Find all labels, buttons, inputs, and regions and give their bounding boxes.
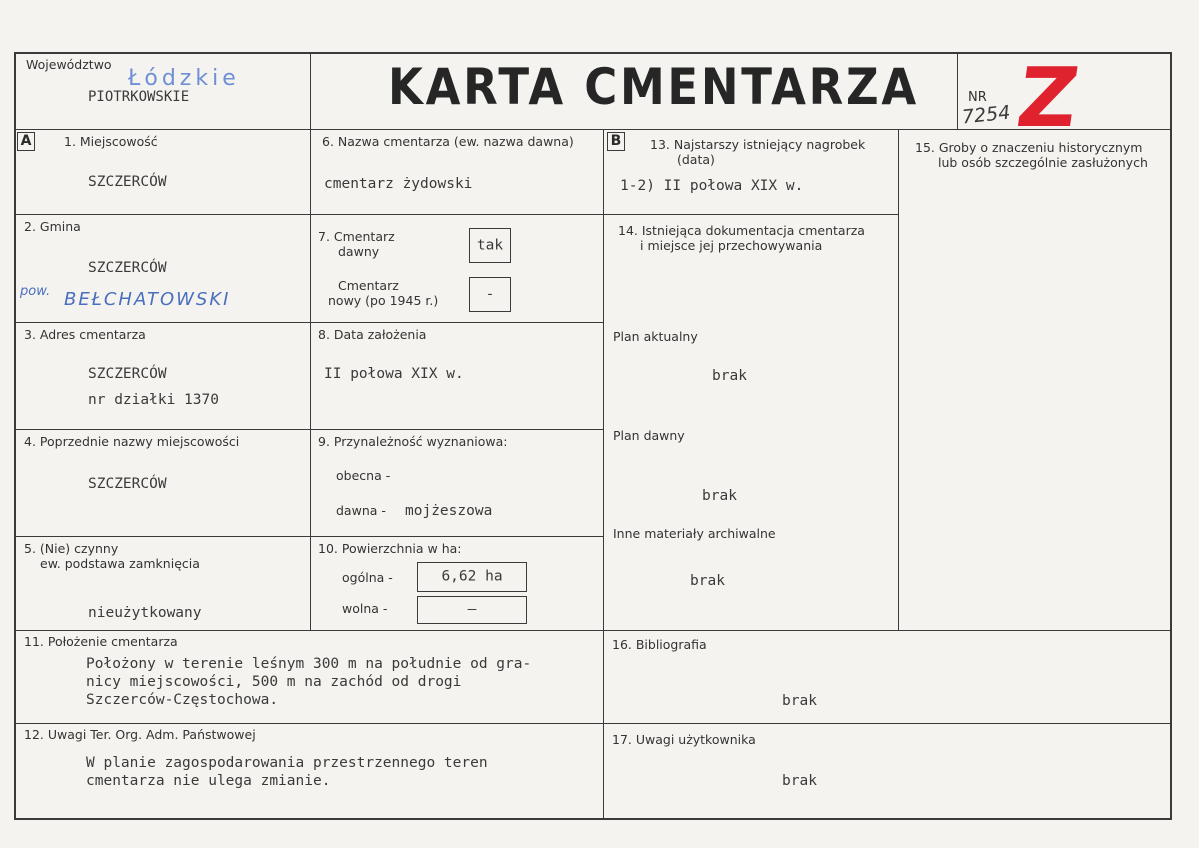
field-17-label: 17. Uwagi użytkownika bbox=[612, 732, 756, 747]
divider bbox=[603, 214, 898, 215]
field-11-label: 11. Położenie cmentarza bbox=[24, 634, 178, 649]
field-17-value: brak bbox=[782, 773, 817, 789]
nr-red-letter: Z bbox=[1011, 51, 1085, 146]
field-10-total-label: ogólna - bbox=[342, 570, 393, 585]
section-a-marker: A bbox=[17, 132, 35, 151]
field-1-label: 1. Miejscowość bbox=[64, 134, 158, 149]
field-13-sublabel: (data) bbox=[677, 152, 715, 167]
section-b-marker: B bbox=[607, 132, 625, 151]
field-16-label: 16. Bibliografia bbox=[612, 637, 707, 652]
field-14-other-label: Inne materiały archiwalne bbox=[613, 526, 776, 541]
field-10-label: 10. Powierzchnia w ha: bbox=[318, 541, 462, 556]
divider bbox=[15, 214, 603, 215]
field-6-value: cmentarz żydowski bbox=[324, 176, 473, 192]
field-11-line3: Szczerców-Częstochowa. bbox=[86, 692, 279, 708]
voivodeship-handwritten: Łódzkie bbox=[128, 66, 240, 91]
field-14-label: 14. Istniejąca dokumentacja cmentarza bbox=[618, 223, 865, 238]
divider bbox=[15, 536, 603, 537]
field-14-plan-current-label: Plan aktualny bbox=[613, 329, 698, 344]
divider bbox=[957, 53, 958, 129]
voivodeship-typed: PIOTRKOWSKIE bbox=[88, 89, 190, 105]
field-13-label: 13. Najstarszy istniejący nagrobek bbox=[650, 137, 866, 152]
field-2-label: 2. Gmina bbox=[24, 219, 81, 234]
field-2-value: SZCZERCÓW bbox=[88, 260, 167, 276]
field-8-label: 8. Data założenia bbox=[318, 327, 427, 342]
field-10-total-value: 6,62 ha bbox=[441, 568, 503, 585]
field-6-label: 6. Nazwa cmentarza (ew. nazwa dawna) bbox=[322, 134, 574, 149]
field-12-label: 12. Uwagi Ter. Org. Adm. Państwowej bbox=[24, 727, 256, 742]
field-14-plan-current-value: brak bbox=[712, 368, 747, 384]
field-3-line1: SZCZERCÓW bbox=[88, 366, 167, 382]
field-9-former-label: dawna - bbox=[336, 503, 386, 518]
field-10-free-value: – bbox=[467, 601, 477, 618]
field-9-label: 9. Przynależność wyznaniowa: bbox=[318, 434, 508, 449]
field-12-line2: cmentarza nie ulega zmianie. bbox=[86, 773, 331, 789]
field-5-sublabel: ew. podstawa zamknięcia bbox=[40, 556, 200, 571]
field-14-plan-old-label: Plan dawny bbox=[613, 428, 685, 443]
field-11-line1: Położony w terenie leśnym 300 m na południe od gra- bbox=[86, 656, 532, 672]
field-11-line2: nicy miejscowości, 500 m na zachód od drogi bbox=[86, 674, 462, 690]
field-7-old-value: tak bbox=[476, 237, 504, 253]
field-7-new-value-box bbox=[469, 277, 511, 312]
field-7-new-sublabel: nowy (po 1945 r.) bbox=[328, 293, 439, 308]
field-10-free-label: wolna - bbox=[342, 601, 388, 616]
field-14-sublabel: i miejsce jej przechowywania bbox=[640, 238, 823, 253]
field-16-value: brak bbox=[782, 693, 817, 709]
divider bbox=[15, 429, 603, 430]
field-4-value: SZCZERCÓW bbox=[88, 476, 167, 492]
card-title: KARTA CMENTARZA bbox=[388, 58, 919, 116]
divider bbox=[15, 129, 1171, 130]
field-13-value: 1-2) II połowa XIX w. bbox=[620, 178, 804, 194]
field-9-former-value: mojżeszowa bbox=[405, 503, 493, 519]
field-3-line2: nr działki 1370 bbox=[88, 392, 219, 408]
field-7-new-value: - bbox=[485, 286, 495, 302]
field-2-hand-prefix: pow. bbox=[20, 284, 51, 299]
divider bbox=[603, 129, 604, 819]
divider bbox=[15, 630, 1171, 631]
field-14-other-value: brak bbox=[690, 573, 725, 589]
field-7-new-label: Cmentarz bbox=[338, 278, 399, 293]
field-1-value: SZCZERCÓW bbox=[88, 174, 167, 190]
field-15-sublabel: lub osób szczególnie zasłużonych bbox=[938, 155, 1148, 170]
field-9-current-label: obecna - bbox=[336, 468, 391, 483]
field-2-handwritten: BEŁCHATOWSKI bbox=[64, 289, 231, 310]
field-3-label: 3. Adres cmentarza bbox=[24, 327, 146, 342]
field-12-line1: W planie zagospodarowania przestrzennego teren bbox=[86, 755, 488, 771]
field-4-label: 4. Poprzednie nazwy miejscowości bbox=[24, 434, 240, 449]
field-8-value: II połowa XIX w. bbox=[324, 366, 464, 382]
field-10-total-box bbox=[417, 562, 527, 592]
divider bbox=[898, 129, 899, 630]
field-7-old-value-box bbox=[469, 228, 511, 263]
voivodeship-label: Województwo bbox=[26, 57, 112, 72]
field-7-old-sublabel: dawny bbox=[338, 244, 380, 259]
divider bbox=[15, 723, 1171, 724]
nr-label: NR bbox=[968, 90, 987, 105]
field-7-old-label: 7. Cmentarz bbox=[318, 229, 395, 244]
field-14-plan-old-value: brak bbox=[702, 488, 737, 504]
divider bbox=[15, 322, 603, 323]
nr-handwritten: 7254 bbox=[960, 101, 1012, 129]
field-15-label: 15. Groby o znaczeniu historycznym bbox=[915, 140, 1143, 155]
field-5-value: nieużytkowany bbox=[88, 605, 202, 621]
field-10-free-box bbox=[417, 596, 527, 624]
divider bbox=[310, 53, 311, 630]
field-5-label: 5. (Nie) czynny bbox=[24, 541, 119, 556]
